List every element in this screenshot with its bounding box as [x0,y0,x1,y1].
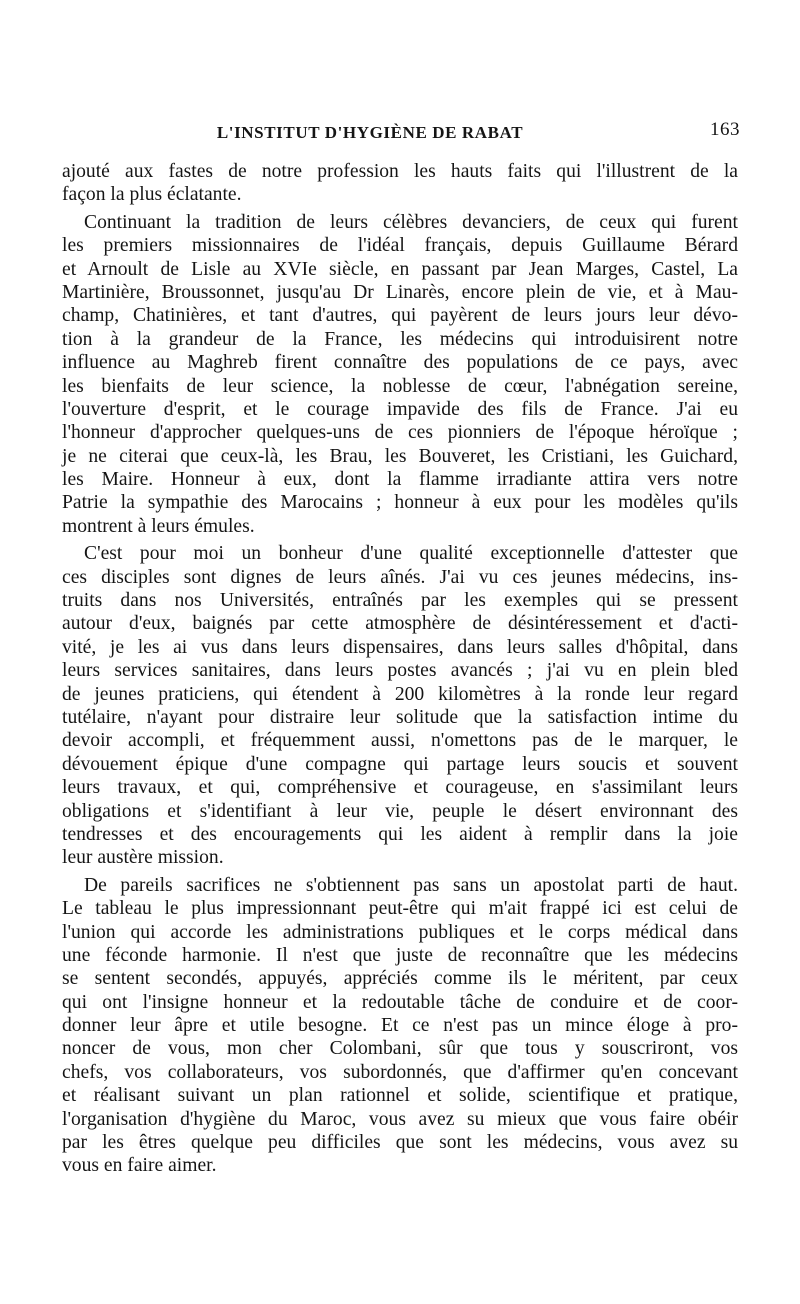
text-line: obligations et s'identifiant à leur vie, peuple le désert environnant des [62,800,738,822]
text-line: vous en faire aimer. [62,1155,217,1177]
text-line: qui ont l'insigne honneur et la redoutable tâche de conduire et de coor- [62,991,738,1013]
text-line: façon la plus éclatante. [62,184,242,206]
text-line: les premiers missionnaires de l'idéal français, depuis Guillaume Bérard [62,235,738,257]
paragraph [62,211,738,538]
text-line: Patrie la sympathie des Marocains ; honneur à eux pour les modèles qu'ils [62,492,738,514]
text-line: truits dans nos Universités, entraînés par les exemples qui se pressent [62,590,738,612]
text-line: l'ouverture d'esprit, et le courage impavide des fils de France. J'ai eu [62,398,738,420]
text-line: ces disciples sont dignes de leurs aînés. J'ai vu ces jeunes médecins, ins- [62,566,738,588]
running-head [60,117,740,147]
text-line: les bienfaits de leur science, la noblesse de cœur, l'abnégation sereine, [62,375,738,397]
text-line: De pareils sacrifices ne s'obtiennent pas sans un apostolat parti de haut. [84,874,738,896]
text-line: chefs, vos collaborateurs, vos subordonnés, que d'affirmer qu'en concevant [62,1061,738,1083]
text-line: montrent à leurs émules. [62,515,255,537]
text-line: les Maire. Honneur à eux, dont la flamme irradiante attira vers notre [62,469,738,491]
text-line: tutélaire, n'ayant pour distraire leur solitude que la satisfaction intime du [62,706,738,728]
paragraph [62,874,738,1178]
text-line: noncer de vous, mon cher Colombani, sûr que tous y souscriront, vos [62,1038,738,1060]
text-line: dévouement épique d'une compagne qui partage leurs soucis et souvent [62,753,738,775]
running-title: L'INSTITUT D'HYGIÈNE DE RABAT [216,123,524,142]
text-line: tion à la grandeur de la France, les médecins qui introduisirent notre [62,328,738,350]
paragraph [62,542,738,869]
text-line: influence au Maghreb firent connaître des populations de ce pays, avec [62,352,738,374]
text-line: leurs travaux, et qui, compréhensive et courageuse, en s'assimilant leurs [62,777,738,799]
text-line: l'organisation d'hygiène du Maroc, vous avez su mieux que vous faire obéir [62,1108,738,1130]
paragraph [62,160,738,207]
text-line: l'union qui accorde les administrations publiques et le corps médical dans [62,921,738,943]
text-line: C'est pour moi un bonheur d'une qualité exceptionnelle d'attester que [84,543,738,565]
text-line: donner leur âpre et utile besogne. Et ce n'est pas un mince éloge à pro- [62,1015,738,1037]
text-line: et Arnoult de Lisle au XVIe siècle, en passant par Jean Marges, Castel, La [62,258,738,280]
text-line: je ne citerai que ceux-là, les Brau, les Bouveret, les Cristiani, les Guichard, [62,445,738,467]
text-line: autour d'eux, baignés par cette atmosphère de désintéressement et d'acti- [62,613,738,635]
text-line: leurs services sanitaires, dans leurs postes avancés ; j'ai vu en plein bled [62,660,738,682]
text-line: ajouté aux fastes de notre profession les hauts faits qui l'illustrent de la [62,161,738,182]
text-line: par les êtres quelque peu difficiles que sont les médecins, vous avez su [62,1132,738,1154]
body-text [62,160,738,1178]
text-line: et réalisant suivant un plan rationnel et solide, scientifique et pratique, [62,1085,738,1107]
page-number: 163 [710,119,740,140]
text-line: de jeunes praticiens, qui étendent à 200 kilomètres à la ronde leur regard [62,683,738,705]
text-line: l'honneur d'approcher quelques-uns de ces pionniers de l'époque héroïque ; [62,422,738,444]
text-line: Le tableau le plus impressionnant peut-être qui m'ait frappé ici est celui de [62,898,738,920]
text-line: devoir accompli, et fréquemment aussi, n'omettons pas de le marquer, le [62,730,738,752]
text-line: Continuant la tradition de leurs célèbres devanciers, de ceux qui furent [84,211,738,233]
text-line: tendresses et des encouragements qui les aident à remplir dans la joie [62,823,738,845]
text-line: se sentent secondés, appuyés, appréciés comme ils le méritent, par ceux [62,968,738,990]
text-line: champ, Chatinières, et tant d'autres, qui payèrent de leurs jours leur dévo- [62,305,738,327]
text-line: Martinière, Broussonnet, jusqu'au Dr Linarès, encore plein de vie, et à Mau- [62,281,738,303]
text-line: leur austère mission. [62,847,224,869]
text-line: une féconde harmonie. Il n'est que juste de reconnaître que les médecins [62,944,738,966]
text-line: vité, je les ai vus dans leurs dispensaires, dans leurs salles d'hôpital, dans [62,636,738,658]
